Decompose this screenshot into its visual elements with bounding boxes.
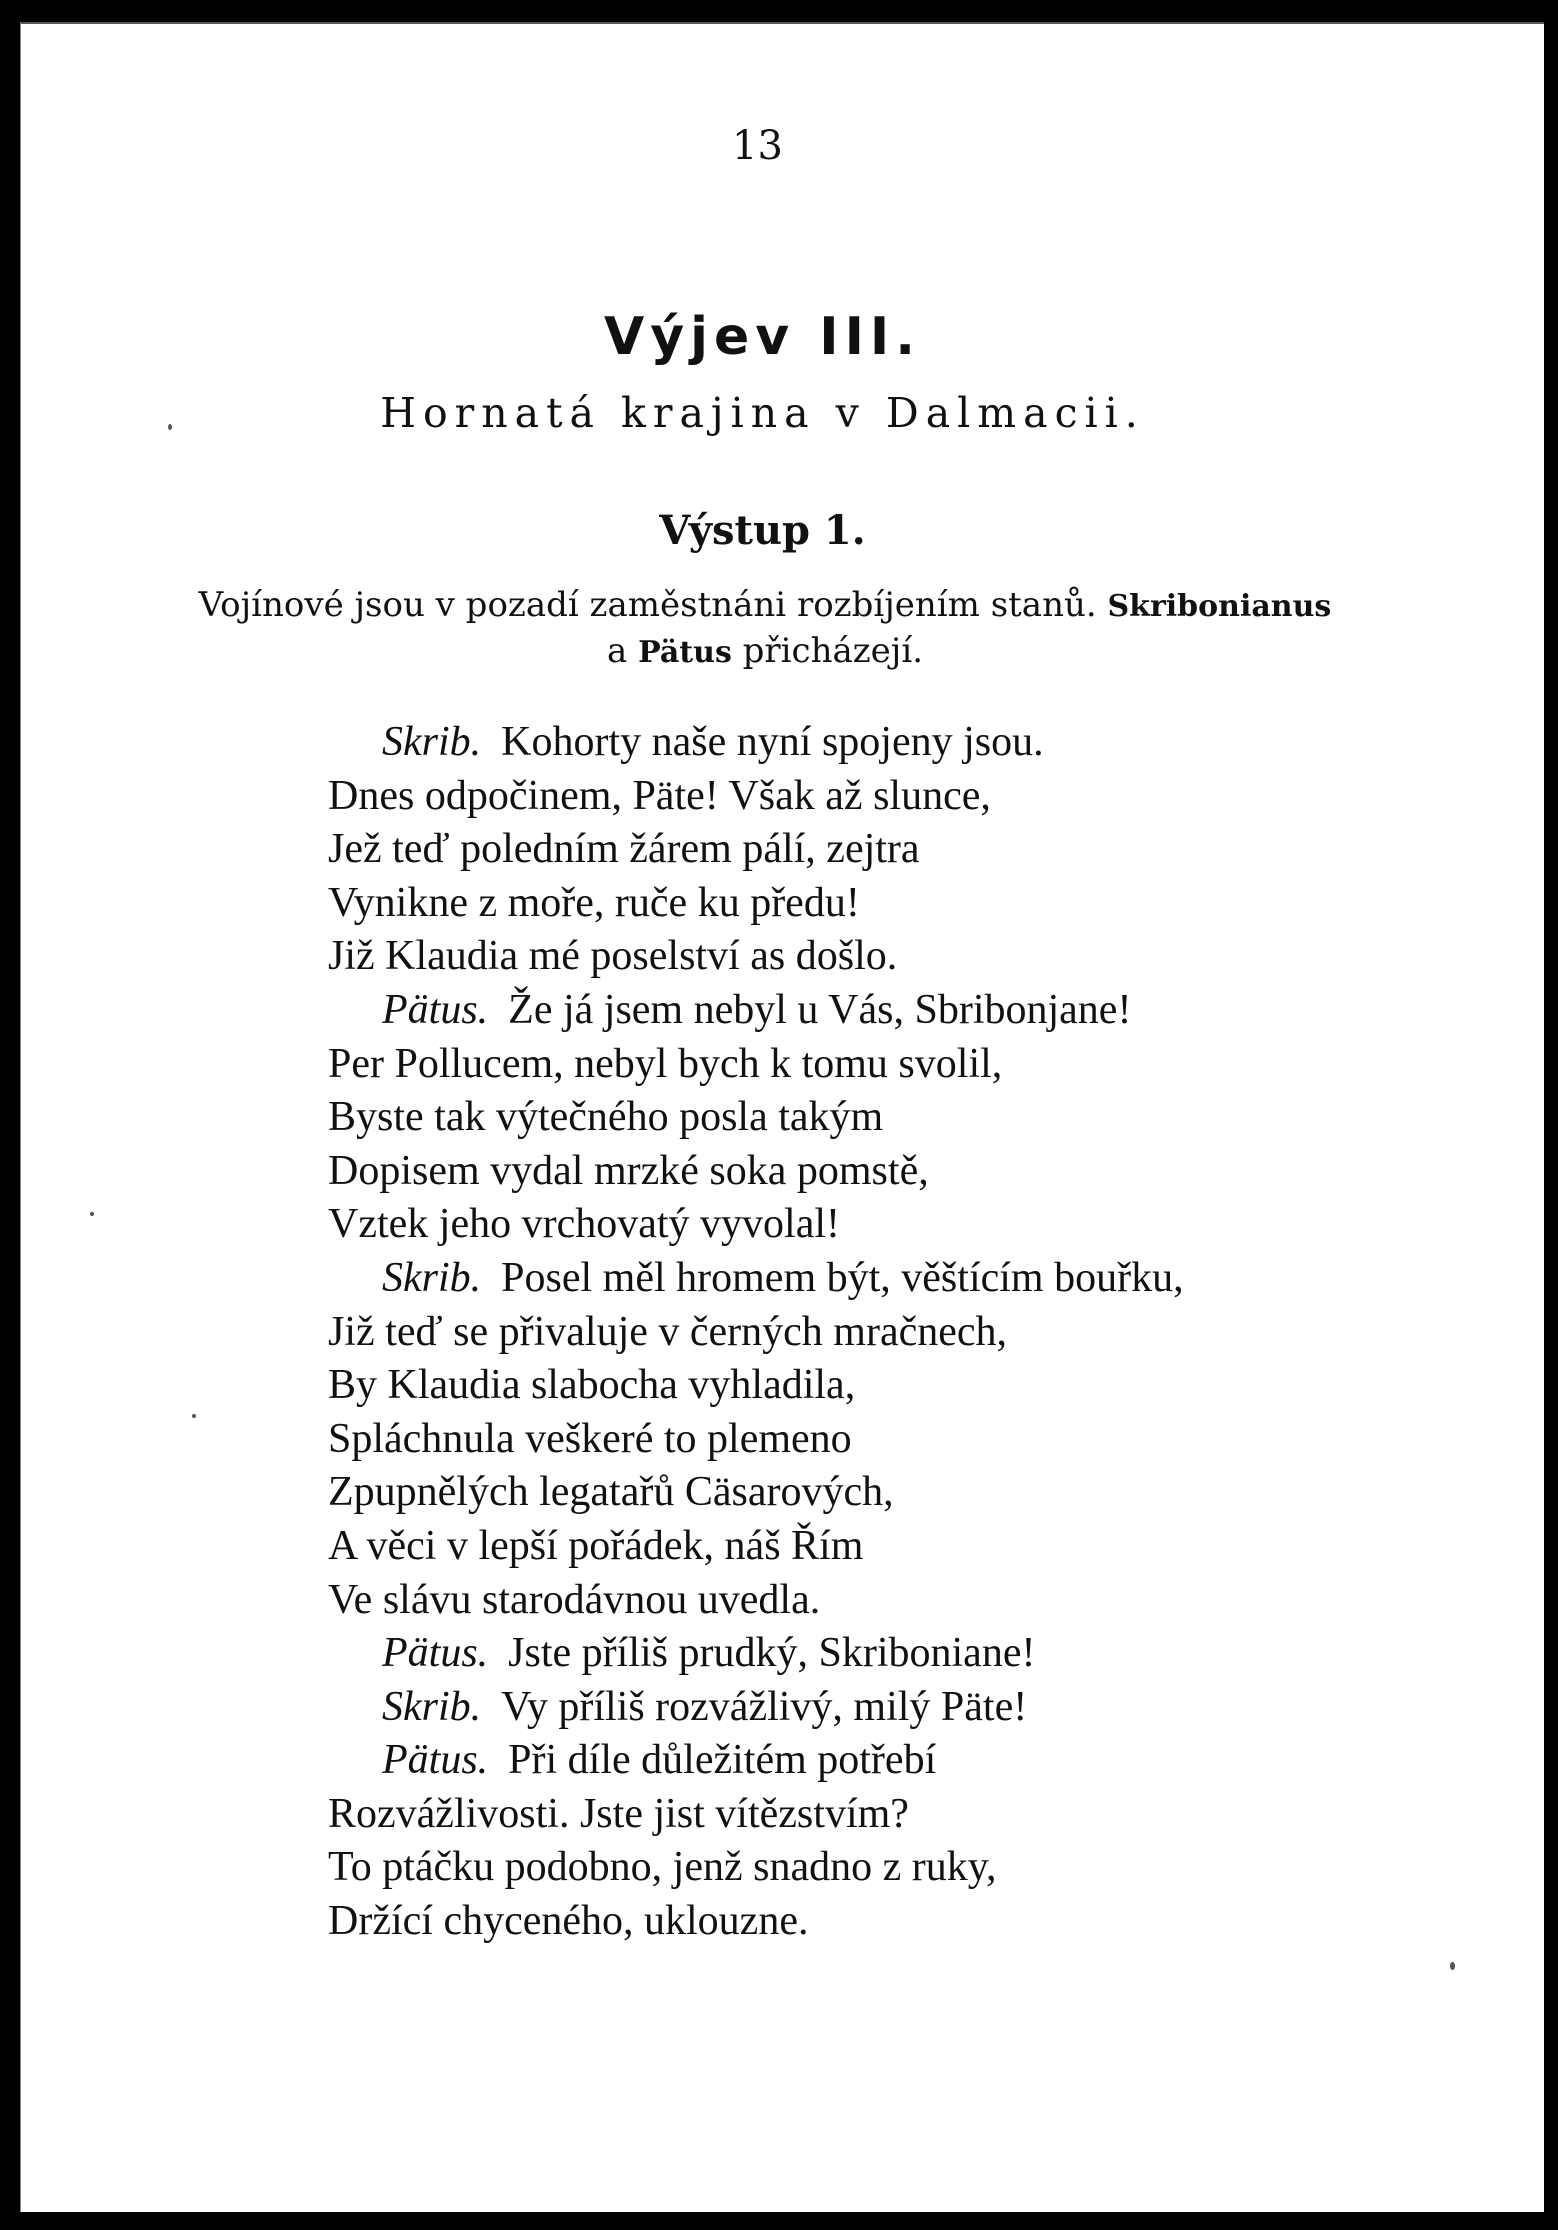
verse-text: Zpupnělých legatařů Cäsarových, [328,1469,894,1516]
scene-setting: Hornatá krajina v Dalmacii. [380,389,1145,437]
verse-text: Dnes odpočinem, Päte! Však až slunce, [328,772,991,819]
verse-text: Při díle důležitém potřebí [508,1737,937,1784]
stage-direction-text: Vojínové jsou v pozadí zaměstnáni rozbíjením stanů. [198,585,1097,625]
verse-line [328,1520,1508,1574]
stage-direction-text: a [606,631,628,671]
verse-line [328,1627,1508,1681]
verse-text: To ptáčku podobno, jenž snadno z ruky, [328,1844,997,1891]
verse-line [328,1038,1508,1092]
entrance-title: Výstup 1. [659,507,866,554]
verse-text: Byste tak výtečného posla takým [328,1094,884,1141]
verse-line [328,984,1508,1038]
verse-line [328,770,1508,824]
verse-line [328,1841,1508,1895]
verse-line [328,1895,1508,1949]
verse-text: Posel měl hromem být, věštícím bouřku, [501,1254,1184,1301]
verse-text: Jste příliš prudký, Skriboniane! [508,1630,1036,1677]
verse-line [328,1574,1508,1628]
verse-text: A věci v lepší pořádek, náš Řím [328,1522,864,1569]
verse-text: Již Klaudia mé poselství as došlo. [328,933,898,980]
verse-line [328,1198,1508,1252]
print-speck [168,424,172,430]
stage-direction-text: přicházejí. [742,631,923,671]
verse-text: By Klaudia slabocha vyhladila, [328,1362,856,1409]
verse-text: Kohorty naše nyní spojeny jsou. [501,719,1044,765]
verse-line [328,1734,1508,1788]
verse-line [328,1681,1508,1735]
verse-line [328,1359,1508,1413]
verse-text: Že já jsem nebyl u Vás, Sbribonjane! [508,986,1132,1033]
character-name: Skribonianus [1107,589,1332,624]
stage-direction [180,583,1350,675]
verse-text: Ve slávu starodávnou uvedla. [328,1576,821,1623]
speaker-name: Pätus. [382,1737,489,1784]
verse-line [328,1788,1508,1842]
verse-line [328,823,1508,877]
verse-text: Držící chyceného, uklouzne. [328,1898,809,1945]
print-speck [90,1212,94,1216]
speaker-name: Skrib. [382,719,482,765]
verse-text: Rozvážlivosti. Jste jist vítězstvím? [328,1790,909,1837]
verse-block [328,716,1508,1949]
verse-line [328,1252,1508,1306]
verse-line [328,1145,1508,1199]
page-number: 13 [732,123,783,169]
speaker-name: Pätus. [382,986,489,1033]
speaker-name: Pätus. [382,1630,489,1677]
verse-text: Per Pollucem, nebyl bych k tomu svolil, [328,1040,1003,1087]
verse-line [328,716,1508,770]
verse-text: Spláchnula veškeré to plemeno [328,1415,852,1462]
verse-text: Vy příliš rozvážlivý, milý Päte! [501,1683,1028,1730]
print-speck [192,1414,196,1418]
verse-line [328,1413,1508,1467]
verse-text: Dopisem vydal mrzké soka pomstě, [328,1147,929,1194]
verse-line [328,930,1508,984]
verse-line [328,1306,1508,1360]
verse-text: Vynikne z moře, ruče ku předu! [328,879,860,926]
verse-text: Jež teď poledním žárem pálí, zejtra [328,826,920,873]
scene-title: Výjev III. [603,307,922,367]
verse-line [328,1091,1508,1145]
verse-text: Již teď se přivaluje v černých mračnech, [328,1308,1008,1355]
verse-line [328,877,1508,931]
character-name: Pätus [638,635,732,670]
verse-text: Vztek jeho vrchovatý vyvolal! [328,1201,840,1248]
speaker-name: Skrib. [382,1683,482,1730]
speaker-name: Skrib. [382,1254,482,1301]
print-speck [1450,1962,1455,1970]
verse-line [328,1466,1508,1520]
